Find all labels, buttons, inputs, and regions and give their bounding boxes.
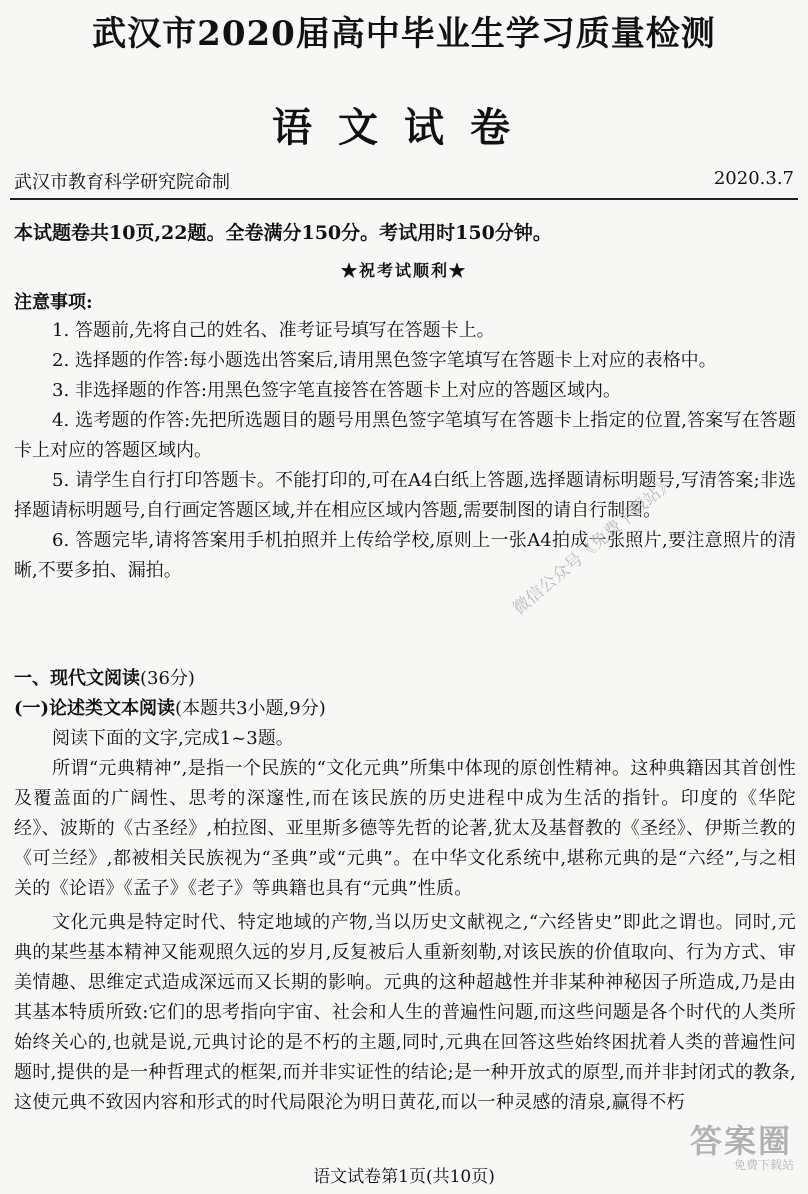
notice-item: 2. 选择题的作答:每小题选出答案后,请用黑色签字笔填写在答题卡上对应的表格中。 [52, 350, 717, 371]
passage-paragraph: 文化元典是特定时代、特定地域的产物,当以历史文献视之,“六经皆史”即此之谓也。同时,元典的某些基本精神又能观照久远的岁月,反复被后人重新刻勒,对该民族的价值取向、行为方式、审美情趣、思维定式造成深远而又长期的影响。元典的这种超越性并非某种神秘因子所造成,乃是由其基本特质所致:它们的思考指向宇宙、社会和人生的普遍性问题,而这些问题是各个时代的人类所始终关心的,也就是说,元典讨论的是不朽的主题,同时,元典在回答这些始终困扰着人类的普遍性问题时,提供的是一种哲理式的框架,而并非实证性的结论;是一种开放式的原型,而并非封闭式的教条,这使元典不致因内容和形式的时代局限沦为明日黄花,而以一种灵感的清泉,赢得不朽 [14, 912, 796, 1113]
passage-paragraph: 所谓“元典精神”,是指一个民族的“文化元典”所集中体现的原创性精神。这种典籍因其首创性及覆盖面的广阔性、思考的深邃性,而在该民族的历史进程中成为生活的指针。印度的《华陀经》、波斯的《古圣经》,柏拉图、亚里斯多德等先哲的论著,犹太及基督教的《圣经》、伊斯兰教的《可兰经》,都被相关民族视为“圣典”或“元典”。在中华文化系统中,堪称元典的是“六经”,与之相关的《论语》《孟子》《老子》等典籍也具有“元典”性质。 [14, 758, 796, 899]
notice-item: 1. 答题前,先将自己的姓名、准考证号填写在答题卡上。 [52, 320, 495, 341]
exam-date: 2020.3.7 [713, 168, 794, 189]
notice-heading: 注意事项: [14, 292, 93, 313]
issuer-label: 武汉市教育科学研究院命制 [14, 172, 230, 193]
subsection-heading [14, 694, 326, 720]
notice-item: 6. 答题完毕,请将答案用手机拍照并上传给学校,原则上一张A4拍成一张照片,要注意照片的清晰,不要多拍、漏拍。 [14, 530, 796, 581]
watermark-text: 微信公众号《免费下载站》 [509, 472, 679, 620]
notice-list [14, 316, 796, 586]
subsection-title: (一)论述类文本阅读 [14, 698, 176, 719]
header-divider [10, 198, 798, 200]
notice-item: 5. 请学生自行打印答题卡。不能打印的,可在A4白纸上答题,选择题请标明题号,写清答案;非选择题请标明题号,自行画定答题区域,并在相应区域内答题,需要制图的请自行制图。 [14, 470, 796, 521]
reading-instruction: 阅读下面的文字,完成1~3题。 [52, 728, 294, 749]
corner-watermark-logo [670, 1116, 798, 1176]
logo-subtext: 免费下载站 [733, 1158, 794, 1172]
section-points: (36分) [140, 668, 195, 689]
page-footer: 语文试卷第1页(共10页) [313, 1167, 495, 1187]
meta-row [14, 168, 794, 194]
exam-main-title: 武汉市2020届高中毕业生学习质量检测 [92, 14, 716, 54]
notice-item: 4. 选考题的作答:先把所选题目的题号用黑色签字笔填写在答题卡上指定的位置,答案写在答题卡上对应的答题区域内。 [14, 410, 796, 461]
logo-text: 答案圈 [689, 1122, 792, 1160]
subject-title: 语文试卷 [272, 104, 536, 151]
exam-summary: 本试题卷共10页,22题。全卷满分150分。考试用时150分钟。 [14, 222, 552, 244]
section-title: 一、现代文阅读 [14, 668, 140, 689]
section-heading [14, 664, 195, 690]
notice-item: 3. 非选择题的作答:用黑色签字笔直接答在答题卡上对应的答题区域内。 [52, 380, 621, 401]
blessing-banner: ★祝考试顺利★ [340, 261, 467, 280]
reading-passage [14, 754, 796, 1118]
subsection-note: (本题共3小题,9分) [175, 698, 326, 719]
